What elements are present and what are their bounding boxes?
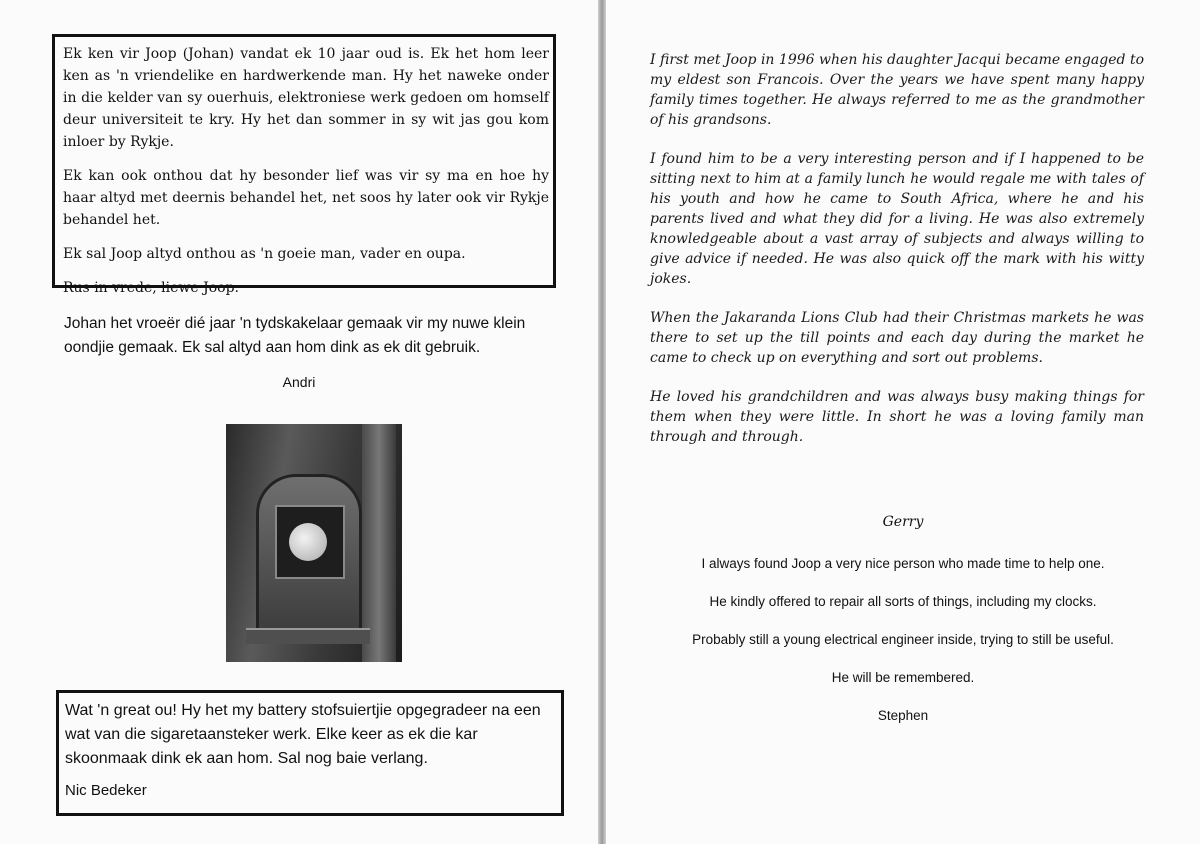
tribute-paragraph: Ek sal Joop altyd onthou as 'n goeie man, vader en oupa. bbox=[63, 246, 466, 262]
stephen-tribute bbox=[606, 554, 1200, 744]
tribute-box-afrikaans bbox=[52, 34, 556, 296]
book-gutter bbox=[598, 0, 606, 844]
andri-tribute-text: Johan het vroeër dié jaar 'n tydskakelaar gemaak vir my nuwe klein oondjie gemaak. Ek sal altyd aan hom dink as ek dit gebruik. bbox=[64, 315, 526, 356]
stephen-paragraph: I always found Joop a very nice person who made time to help one. bbox=[701, 556, 1105, 571]
gerry-paragraph: I found him to be a very interesting person and if I happened to be sitting next to him at a family lunch he would regale me with tales of his youth and how he came to South Africa, where he and his parents lived and what they did for a living. He was also extremely knowledgeable about a vast array of subjects and always willing to give advice if needed. He was also quick off the mark with his witty jokes. bbox=[650, 151, 1144, 287]
stephen-paragraph: He will be remembered. bbox=[831, 670, 975, 685]
gerry-tribute bbox=[650, 50, 1144, 466]
timer-dial-icon bbox=[289, 523, 327, 561]
photo-wooden-post bbox=[362, 424, 396, 662]
gerry-signature: Gerry bbox=[882, 514, 924, 530]
photo-timer-window bbox=[275, 505, 345, 579]
stephen-paragraph: Probably still a young electrical engineer inside, trying to still be useful. bbox=[692, 632, 1114, 647]
tribute-paragraph: Ek kan ook onthou dat hy besonder lief was vir sy ma en hoe hy haar altyd met deernis behandel het, net soos hy later ook vir Rykje behandel het. bbox=[63, 168, 549, 228]
gerry-paragraph: When the Jakaranda Lions Club had their Christmas markets he was there to set up the till points and each day during the market he came to check up on everything and sort out problems. bbox=[650, 310, 1144, 366]
stephen-signature: Stephen bbox=[877, 708, 929, 723]
andri-signature: Andri bbox=[282, 374, 316, 390]
stephen-paragraph: He kindly offered to repair all sorts of things, including my clocks. bbox=[709, 594, 1097, 609]
photo-timer-casing bbox=[256, 474, 362, 640]
tribute-paragraph: Ek ken vir Joop (Johan) vandat ek 10 jaar oud is. Ek het hom leer ken as 'n vriendelike en hardwerkende man. Hy het naweke onder in die kelder van sy ouerhuis, elektroniese werk gedoen om homself deur universiteit te kry. Hy het dan sommer in sy wit jas gou kom inloer by Rykje. bbox=[63, 46, 549, 150]
photo-timer-base bbox=[246, 628, 370, 644]
timer-switch-photo bbox=[226, 424, 402, 662]
nic-tribute-text: Wat 'n great ou! Hy het my battery stofsuiertjie opgegradeer na een wat van die sigaretaansteker werk. Elke keer as ek die kar skoonmaak dink ek aan hom. Sal nog baie verlang. bbox=[65, 702, 541, 767]
tribute-paragraph: Rus in vrede, liewe Joop. bbox=[63, 280, 240, 296]
gerry-paragraph: He loved his grandchildren and was always busy making things for them when they were little. In short he was a loving family man through and through. bbox=[650, 389, 1144, 445]
nic-signature: Nic Bedeker bbox=[65, 782, 147, 799]
gerry-paragraph: I first met Joop in 1996 when his daughter Jacqui became engaged to my eldest son Francois. Over the years we have spent many happy family times together. He always referred to me as the grandmother of his grandsons. bbox=[650, 52, 1144, 128]
tribute-box-nic bbox=[56, 690, 564, 816]
